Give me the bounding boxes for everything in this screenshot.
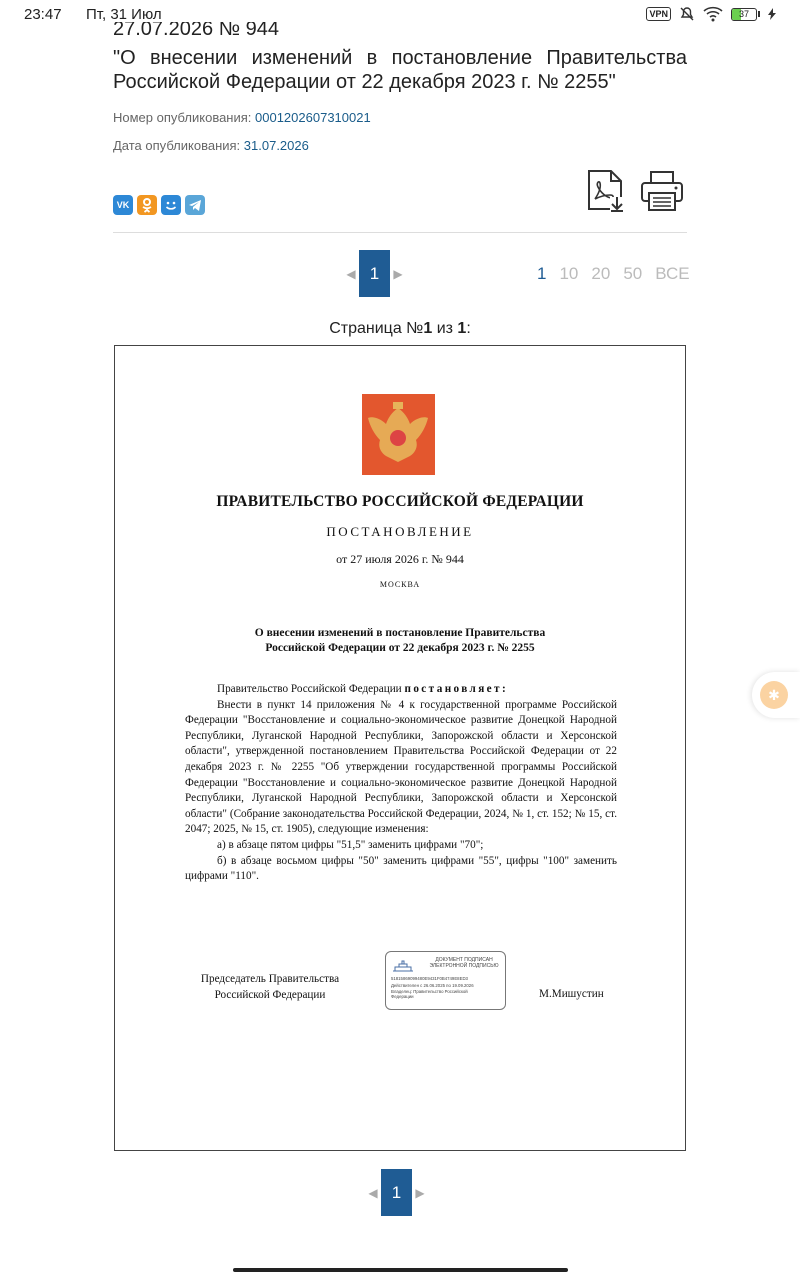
chairman-title [185,972,355,1003]
wifi-icon [703,6,723,22]
prev-page-icon[interactable]: ◀ [346,266,356,281]
per-page-20[interactable]: 20 [591,264,611,283]
next-page-icon[interactable]: ▶ [393,266,403,281]
page-info [0,320,800,338]
header-divider [113,232,687,233]
pdf-download-icon[interactable] [586,169,626,213]
per-page-all[interactable]: ВСЕ [655,264,690,283]
pagination-top [343,250,406,297]
signature-owner: Владелец: Правительство Российской Федерации [391,989,468,999]
decree-paragraph-1: Внести в пункт 14 приложения № 4 к государственной программе Российской Федерации "Восстановление и социально-экономическое развитие Донецкой Народной Республики, Луганской Народной Республики, Запорожской области и Херсонской области", утвержденной постановлением Правительства Российской Федерации от 22 декабря 2023 г. № 2255 "Об утверждении государственной программы Российской Федерации "Восстановление и социально-экономическое развитие Донецкой Народной Республики, Луганской Народной Республики, Запорожской области и Херсонской области" (Собрание законодательства Российской Федерации, 2024, № 1, ст. 152; № 15, ст. 2047; 2025, № 15, ст. 1905), следующие изменения: [185,698,617,836]
coat-of-arms-icon [362,394,435,475]
prev-page-bottom-icon[interactable]: ◀ [368,1185,378,1200]
decree-title-line-2: Российской Федерации от 22 декабря 2023 г. № 2255 [265,642,535,654]
current-page-bottom-button[interactable]: 1 [381,1169,412,1216]
share-buttons [113,195,205,215]
vpn-icon: VPN [646,7,671,21]
telegram-icon [185,195,205,215]
decree-item-b: б) в абзаце восьмом цифры "50" заменить цифрами "55", цифры "100" заменить цифрами "110". [185,854,617,883]
publication-date-label: Дата опубликования: [113,138,244,153]
decree-body [185,682,617,885]
decree-item-a: а) в абзаце пятом цифры "51,5" заменить цифрами "70"; [217,838,484,851]
page-info-current: 1 [423,320,433,337]
accessibility-button[interactable] [752,672,800,718]
government-heading: ПРАВИТЕЛЬСТВО РОССИЙСКОЙ ФЕДЕРАЦИИ [216,493,584,510]
decree-intro-text: Правительство Российской Федерации [217,683,405,695]
document-title: "О внесении изменений в постановление Правительства Российской Федерации от 22 декабря 2023 г. № 2255" [113,47,687,93]
decree-intro [185,682,617,698]
decree-dateline: от 27 июля 2026 г. № 944 [336,552,464,566]
signature-valid: Действителен с 26.06.2025 по 19.09.2026 [391,983,474,988]
signer-name: М.Мишустин [539,988,604,1000]
ok-icon [137,195,157,215]
share-telegram-button[interactable] [185,195,205,215]
vk-icon: VK [116,200,130,210]
per-page-1[interactable]: 1 [537,264,547,283]
battery-level: 37 [738,8,749,19]
page-info-prefix: Страница № [329,320,424,337]
mymail-icon [161,195,181,215]
decree-title [215,626,585,656]
printer-icon[interactable] [640,169,684,213]
per-page-selector [537,264,690,284]
document-number [113,22,279,42]
decree-title-line-1: О внесении изменений в постановление Правительства [254,627,546,639]
signature-header: ДОКУМЕНТ ПОДПИСАН ЭЛЕКТРОННОЙ ПОДПИСЬЮ [429,957,499,969]
share-mymail-button[interactable] [161,195,181,215]
document-scan [114,345,686,1151]
status-time: 23:47 [24,6,62,23]
share-vk-button[interactable] [113,195,133,215]
decree-intro-resolves: постановляет: [404,683,509,695]
pagination-bottom [365,1169,428,1216]
electronic-signature-stamp [385,951,506,1010]
publication-date-value[interactable]: 31.07.2026 [243,138,309,153]
signature-serial: 51815869099480E9431F0B4749E8ED3 [391,976,468,981]
signature-emblem-icon [391,960,415,972]
publication-date [113,138,309,153]
page-info-total: 1 [457,320,467,337]
document-number-text: 27.07.2026 № 944 [113,22,280,40]
charging-icon [768,8,776,20]
per-page-50[interactable]: 50 [623,264,643,283]
accessibility-icon: ✱ [760,681,788,709]
status-date: Пт, 31 Июл [86,6,162,23]
chairman-line-2: Российской Федерации [214,988,326,1001]
next-page-bottom-icon[interactable]: ▶ [415,1185,425,1200]
decree-city: МОСКВА [379,580,421,589]
share-ok-button[interactable] [137,195,157,215]
decree-heading: ПОСТАНОВЛЕНИЕ [326,524,474,539]
publication-number-value[interactable]: 0001202607310021 [255,110,371,125]
page-info-mid: из [432,320,458,337]
mute-icon [679,6,695,22]
document-actions [586,169,684,213]
current-page-button[interactable]: 1 [359,250,390,297]
gesture-handle[interactable] [233,1268,568,1272]
status-icons [646,6,776,22]
publication-number [113,110,371,125]
page-info-suffix: : [466,320,471,337]
publication-number-label: Номер опубликования: [113,110,256,125]
per-page-10[interactable]: 10 [559,264,579,283]
battery-icon [731,8,760,21]
chairman-line-1: Председатель Правительства [200,973,340,985]
